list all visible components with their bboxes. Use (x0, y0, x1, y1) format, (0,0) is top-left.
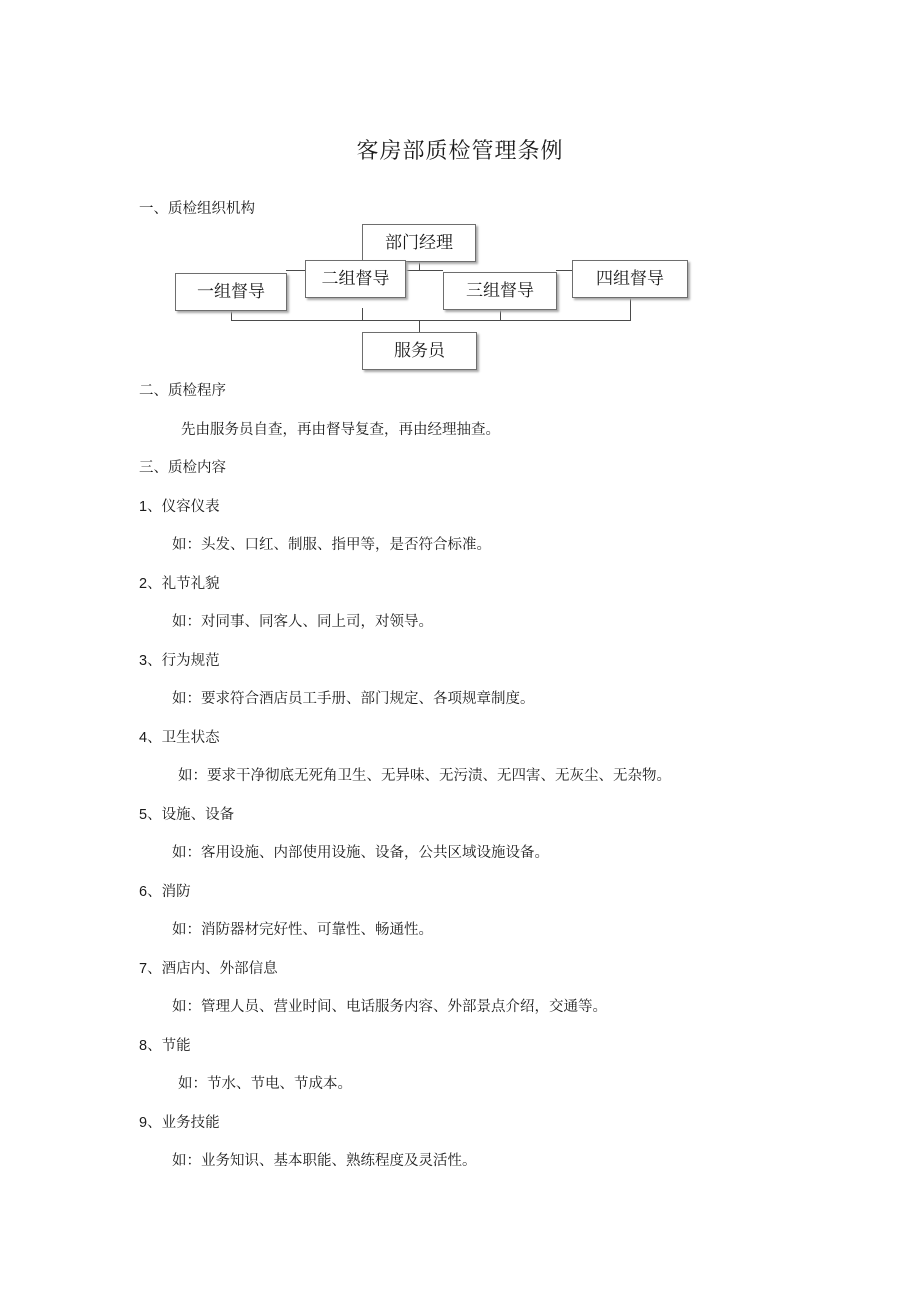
item-description: 如：对同事、同客人、同上司，对领导。 (172, 614, 433, 630)
connector-v-4 (630, 296, 631, 320)
item-description: 如：管理人员、营业时间、电话服务内容、外部景点介绍，交通等。 (172, 999, 607, 1015)
item-number: 4 (139, 730, 148, 746)
item-separator: 、 (147, 1115, 162, 1131)
connector-v-2 (362, 308, 363, 320)
item-title: 仪容仪表 (161, 499, 220, 515)
section-2-heading: 二、质检程序 (139, 383, 226, 399)
item-heading (139, 805, 234, 825)
section-2-body: 先由服务员自查，再由督导复查，再由经理抽查。 (181, 422, 500, 438)
item-description: 如：客用设施、内部使用设施、设备，公共区域设施设备。 (172, 845, 549, 861)
item-number: 2 (139, 576, 148, 592)
item-number: 9 (139, 1115, 148, 1131)
item-title: 酒店内、外部信息 (161, 961, 278, 977)
item-description: 如：要求符合酒店员工手册、部门规定、各项规章制度。 (172, 691, 535, 707)
connector-h-bottom (231, 320, 631, 321)
item-heading (139, 882, 191, 902)
item-separator: 、 (147, 576, 162, 592)
connector-v-manager (419, 262, 420, 270)
org-node-manager: 部门经理 (362, 224, 476, 262)
page-title: 客房部质检管理条例 (356, 139, 564, 164)
item-number: 6 (139, 884, 148, 900)
item-description: 如：头发、口红、制服、指甲等，是否符合标准。 (172, 537, 491, 553)
org-node-group4: 四组督导 (572, 260, 688, 298)
item-separator: 、 (147, 1038, 162, 1054)
connector-h-right (556, 270, 572, 271)
item-number: 1 (139, 499, 148, 515)
item-number: 3 (139, 653, 148, 669)
item-separator: 、 (147, 730, 162, 746)
org-node-group3: 三组督导 (443, 272, 557, 310)
item-description: 如：业务知识、基本职能、熟练程度及灵活性。 (172, 1153, 477, 1169)
item-title: 礼节礼貌 (161, 576, 220, 592)
item-title: 设施、设备 (161, 807, 235, 823)
org-node-group2: 二组督导 (305, 260, 406, 298)
item-separator: 、 (147, 499, 162, 515)
item-heading (139, 728, 220, 748)
item-number: 5 (139, 807, 148, 823)
connector-v-staff (419, 320, 420, 332)
item-separator: 、 (147, 961, 162, 977)
item-description: 如：要求干净彻底无死角卫生、无异味、无污渍、无四害、无灰尘、无杂物。 (178, 768, 671, 784)
section-3-heading: 三、质检内容 (139, 460, 226, 476)
item-description: 如：节水、节电、节成本。 (178, 1076, 352, 1092)
item-heading (139, 1113, 220, 1133)
item-heading (139, 959, 278, 979)
item-number: 7 (139, 961, 148, 977)
item-heading (139, 574, 220, 594)
item-heading (139, 651, 220, 671)
item-separator: 、 (147, 653, 162, 669)
item-title: 消防 (161, 884, 191, 900)
item-title: 行为规范 (161, 653, 220, 669)
connector-h-mid (405, 270, 443, 271)
item-heading (139, 1036, 191, 1056)
item-title: 卫生状态 (161, 730, 220, 746)
item-number: 8 (139, 1038, 148, 1054)
org-node-group1: 一组督导 (175, 273, 287, 311)
org-node-staff: 服务员 (362, 332, 477, 370)
item-description: 如：消防器材完好性、可靠性、畅通性。 (172, 922, 433, 938)
item-title: 业务技能 (161, 1115, 220, 1131)
connector-h-left (286, 270, 306, 271)
item-heading (139, 497, 220, 517)
section-1-heading: 一、质检组织机构 (139, 201, 255, 217)
item-separator: 、 (147, 807, 162, 823)
item-title: 节能 (161, 1038, 191, 1054)
item-separator: 、 (147, 884, 162, 900)
